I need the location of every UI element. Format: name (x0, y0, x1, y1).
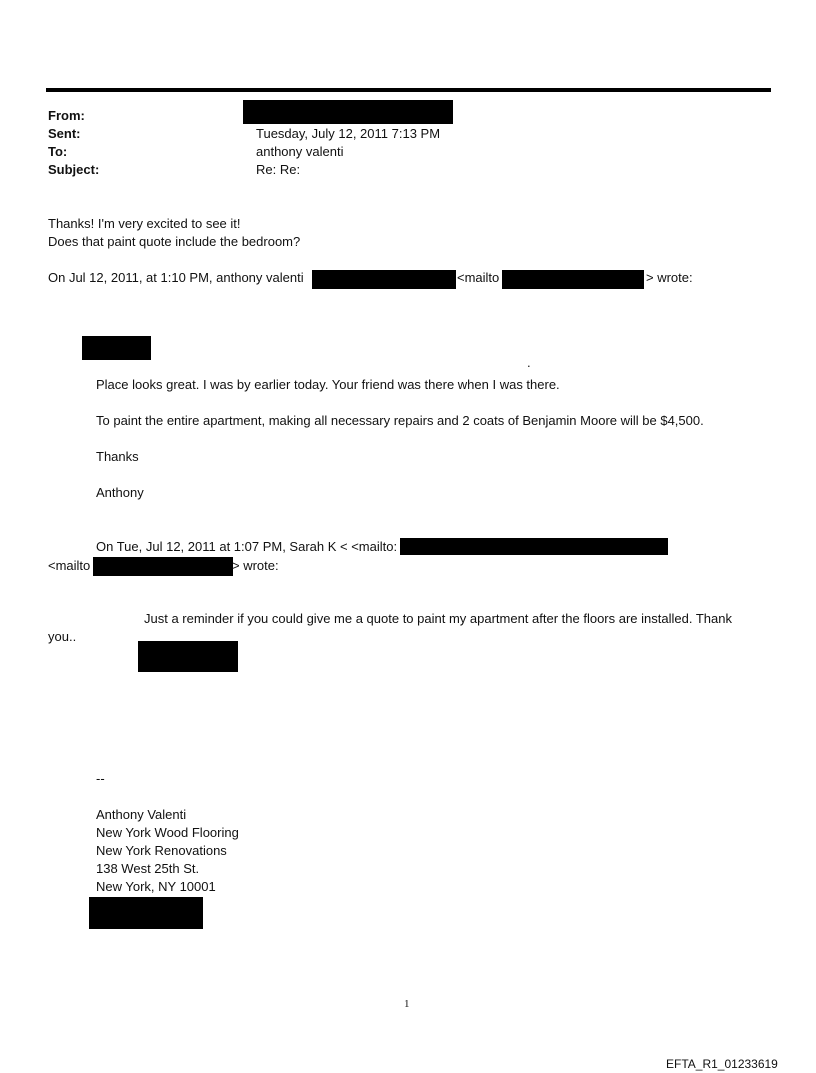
quote1-para-2: To paint the entire apartment, making all necessary repairs and 2 coats of Benjamin Moore will be $4,500. (96, 413, 704, 428)
stray-dot: . (527, 355, 531, 370)
signature-separator: -- (96, 771, 105, 786)
header-rule (46, 88, 771, 92)
body-line-1: Thanks! I'm very excited to see it! (48, 216, 241, 231)
quote2-suffix: > wrote: (232, 558, 279, 573)
signature-name: Anthony Valenti (96, 807, 187, 822)
subject-label: Subject: (48, 162, 100, 177)
redacted-email-3 (400, 538, 668, 555)
quote1-attribution-suffix: > wrote: (646, 270, 693, 285)
body-line-2: Does that paint quote include the bedroom? (48, 234, 301, 249)
redacted-email-1 (312, 270, 456, 289)
subject-value: Re: Re: (256, 162, 301, 177)
quote2-mailto: <mailto (48, 558, 91, 573)
redacted-email-4 (93, 557, 233, 576)
quote1-para-1: Place looks great. I was by earlier today. Your friend was there when I was there. (96, 377, 560, 392)
page-number: 1 (404, 998, 410, 1010)
quote1-name: Anthony (96, 485, 144, 500)
quote2-message-line-1: Just a reminder if you could give me a quote to paint my apartment after the floors are installed. Thank (144, 611, 732, 626)
redacted-phone (89, 897, 203, 929)
redacted-from (243, 100, 453, 124)
quote1-thanks: Thanks (96, 449, 139, 464)
redacted-email-2 (502, 270, 644, 289)
sent-label: Sent: (48, 126, 81, 141)
redacted-signoff (138, 641, 238, 672)
sent-value: Tuesday, July 12, 2011 7:13 PM (256, 126, 441, 141)
quote1-attribution-mailto: <mailto (457, 270, 500, 285)
quote2-attribution-prefix: On Tue, Jul 12, 2011 at 1:07 PM, Sarah K < <mailto: (96, 539, 398, 554)
from-label: From: (48, 108, 85, 123)
quote2-message-line-2: you.. (48, 629, 77, 644)
signature-address-2: New York, NY 10001 (96, 879, 216, 894)
to-value: anthony valenti (256, 144, 344, 159)
signature-address-1: 138 West 25th St. (96, 861, 200, 876)
document-id: EFTA_R1_01233619 (666, 1057, 778, 1071)
to-label: To: (48, 144, 68, 159)
signature-company-2: New York Renovations (96, 843, 227, 858)
signature-company-1: New York Wood Flooring (96, 825, 239, 840)
quote1-attribution-prefix: On Jul 12, 2011, at 1:10 PM, anthony valenti (48, 270, 304, 285)
redacted-greeting (82, 336, 151, 360)
